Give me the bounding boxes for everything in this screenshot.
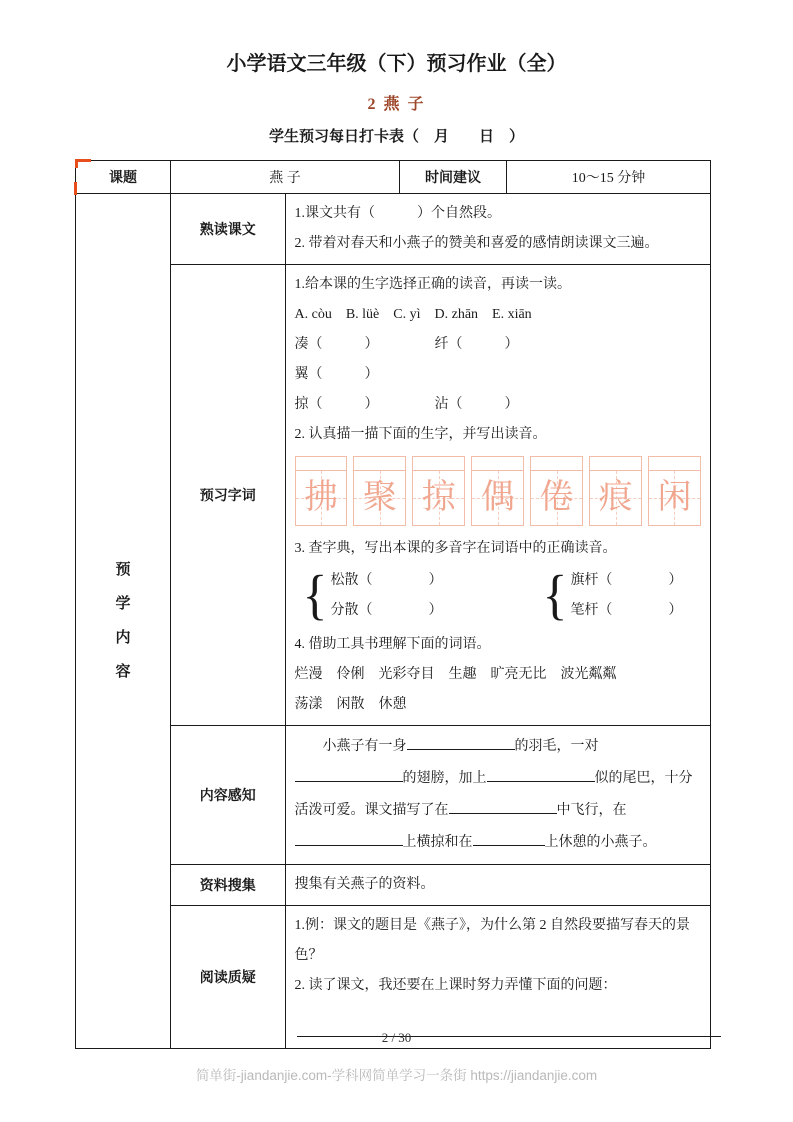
fill-blank	[449, 799, 557, 814]
time-suggestion-value-cell: 10～15 分钟	[507, 161, 711, 194]
trace-unit	[530, 456, 583, 526]
character-practice-box	[530, 470, 583, 526]
brace-glyph: {	[542, 565, 568, 626]
question-line-1: 1.给本课的生字选择正确的读音，再读一读。	[294, 277, 571, 292]
fill-rows	[295, 330, 702, 420]
paragraph-text: 上休憩的小燕子。	[544, 835, 657, 850]
question-line-3: 3. 查字典，写出本课的多音字在词语中的正确读音。	[294, 541, 617, 556]
left-label-char: 内	[115, 629, 131, 646]
trace-character: 偶	[480, 479, 515, 516]
pinyin-box	[471, 456, 524, 470]
polyphone-item: 笔杆（ ）	[570, 603, 683, 618]
familiar-reading-row	[76, 194, 711, 265]
fill-blank	[295, 767, 403, 782]
pinyin-box	[530, 456, 583, 470]
pinyin-box	[648, 456, 701, 470]
trace-unit	[412, 456, 465, 526]
fill-blank	[407, 735, 515, 750]
paragraph-text: 的翅膀，加上	[402, 771, 487, 786]
worksheet-table	[75, 160, 711, 1049]
left-label-char: 容	[115, 663, 131, 680]
character-practice-box	[353, 470, 406, 526]
fill-item: 凑（ ）	[294, 337, 379, 352]
reading-questions-row	[76, 906, 711, 1049]
vocabulary-preview-content	[285, 265, 711, 726]
trace-character: 拂	[303, 479, 338, 516]
trace-unit	[589, 456, 642, 526]
character-practice-box	[412, 470, 465, 526]
trace-unit	[471, 456, 524, 526]
content-perception-content	[285, 726, 711, 865]
question-line-4: 4. 借助工具书理解下面的词语。	[294, 637, 491, 652]
revision-mark-left	[74, 182, 77, 195]
fill-item: 掠（ ）	[294, 397, 379, 412]
trace-unit	[295, 456, 348, 526]
row-label-material-collection: 资料搜集	[171, 865, 286, 906]
paragraph-text: 上横掠和在	[402, 835, 473, 850]
row-label-vocabulary-preview: 预习字词	[171, 265, 286, 726]
fill-row	[295, 330, 702, 390]
row-label-content-perception: 内容感知	[171, 726, 286, 865]
character-practice-box	[471, 470, 524, 526]
fill-item: 翼（ ）	[294, 367, 379, 382]
preview-content-vertical-label	[76, 562, 170, 680]
polyphone-items	[330, 566, 442, 626]
pinyin-box	[353, 456, 406, 470]
doc-title: 小学语文三年级（下）预习作业（全）	[226, 53, 567, 75]
content-line: 2. 读了课文，我还要在上课时努力弄懂下面的问题：	[294, 978, 617, 993]
paragraph-text: 小燕子有一身	[294, 739, 407, 754]
paragraph-text: 的羽毛，一对	[514, 739, 599, 754]
polyphone-groups	[303, 566, 702, 626]
content-line: 1.例：课文的题目是《燕子》，为什么第 2 自然段要描写春天的景色？	[294, 918, 690, 963]
fill-row	[295, 390, 702, 420]
paragraph-text: 似的尾巴，十分活泼可爱。课文描写了在	[294, 771, 693, 818]
polyphone-items	[570, 566, 682, 626]
familiar-reading-content	[285, 194, 711, 265]
fill-blank	[487, 767, 595, 782]
trace-character: 闲	[657, 479, 692, 516]
content-line: 1.课文共有（ ）个自然段。	[294, 206, 501, 221]
paragraph-text: 中飞行，在	[556, 803, 627, 818]
topic-label-cell: 课题	[76, 161, 171, 194]
fill-item: 纤（ ）	[434, 337, 519, 352]
character-practice-box	[648, 470, 701, 526]
fill-blank	[295, 831, 403, 846]
pinyin-options-line: A. còu B. lüè C. yì D. zhān E. xiān	[294, 307, 532, 322]
brace-glyph: {	[302, 565, 328, 626]
page-number: 2 / 30	[381, 1030, 412, 1045]
topic-value-cell: 燕 子	[171, 161, 400, 194]
trace-character: 掠	[421, 479, 456, 516]
trace-character: 倦	[539, 479, 574, 516]
polyphone-group	[303, 566, 443, 626]
vocabulary-preview-row	[76, 265, 711, 726]
watermark-text: 简单街-jiandanjie.com-学科网简单学习一条街 https://jiandanjie.com	[195, 1068, 598, 1083]
trace-character: 聚	[362, 479, 397, 516]
left-label-char: 预	[115, 561, 131, 578]
time-suggestion-label-cell: 时间建议	[400, 161, 507, 194]
pinyin-box	[412, 456, 465, 470]
material-collection-row	[76, 865, 711, 906]
reading-questions-content	[285, 906, 711, 1049]
revision-mark-corner	[75, 159, 78, 168]
trace-character: 痕	[598, 479, 633, 516]
polyphone-item: 分散（ ）	[330, 603, 443, 618]
fill-blank	[473, 831, 545, 846]
pinyin-box	[589, 456, 642, 470]
lesson-title: 2 燕 子	[367, 96, 426, 113]
pinyin-box	[295, 456, 348, 470]
trace-unit	[648, 456, 701, 526]
polyphone-item: 松散（ ）	[330, 573, 443, 588]
row-label-reading-questions: 阅读质疑	[171, 906, 286, 1049]
daily-checkin-subtitle: 学生预习每日打卡表（ 月 日 ）	[268, 129, 524, 145]
character-practice-box	[295, 470, 348, 526]
revision-mark-top	[76, 159, 91, 162]
row-label-familiar-reading: 熟读课文	[171, 194, 286, 265]
trace-grid	[295, 456, 702, 526]
preview-content-label-cell	[76, 194, 171, 1049]
character-practice-box	[589, 470, 642, 526]
table-header-row	[76, 161, 711, 194]
polyphone-item: 旗杆（ ）	[570, 573, 683, 588]
content-line: 搜集有关燕子的资料。	[294, 877, 435, 892]
left-label-char: 学	[115, 595, 131, 612]
trace-unit	[353, 456, 406, 526]
word-list-lines	[295, 660, 702, 720]
content-perception-paragraph	[295, 731, 702, 859]
content-line: 荡漾 闲散 休憩	[294, 697, 407, 712]
reading-questions-lines	[295, 911, 702, 1001]
content-perception-row	[76, 726, 711, 865]
fill-item: 沾（ ）	[434, 397, 519, 412]
question-line-2: 2. 认真描一描下面的生字，并写出读音。	[294, 427, 547, 442]
content-line: 2. 带着对春天和小燕子的赞美和喜爱的感情朗读课文三遍。	[294, 236, 659, 251]
material-collection-content	[285, 865, 711, 906]
content-line: 烂漫 伶俐 光彩夺目 生趣 旷亮无比 波光粼粼	[294, 667, 617, 682]
polyphone-group	[542, 566, 682, 626]
